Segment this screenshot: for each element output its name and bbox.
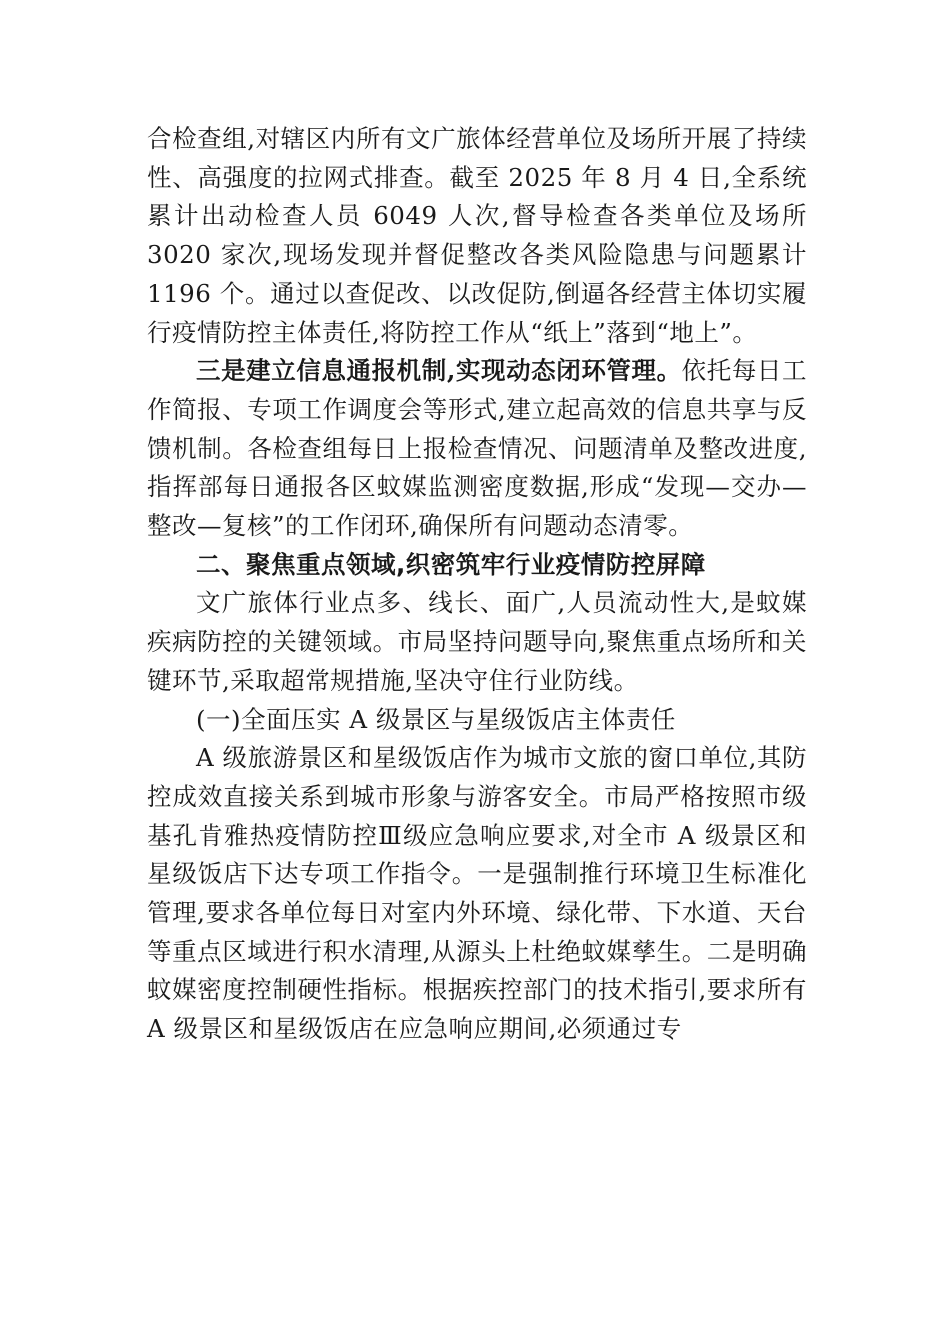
paragraph-lead-bold: 三是建立信息通报机制,实现动态闭环管理。	[196, 356, 682, 386]
paragraph-inspection-stats: 合检查组,对辖区内所有文广旅体经营单位及场所开展了持续性、高强度的拉网式排查。截至 2025 年 8 月 4 日,全系统累计出动检查人员 6049 人次,督导检查各类单位及场所 3020 家次,现场发现并督促整改各类风险隐患与问题累计 1196 个。通过以查促改、以改促防,倒逼各经营主体切实履行疫情防控主体责任,将防控工作从“纸上”落到“地上”。	[147, 124, 807, 347]
subsection-heading-1: (一)全面压实 A 级景区与星级饭店主体责任	[196, 704, 676, 734]
paragraph-key-areas: 文广旅体行业点多、线长、面广,人员流动性大,是蚊媒疾病防控的关键领域。市局坚持问题导向,聚焦重点场所和关键环节,采取超常规措施,坚决守住行业防线。	[147, 588, 807, 695]
document-body	[147, 120, 807, 1049]
paragraph-info-mechanism	[147, 352, 807, 546]
paragraph-scenic-hotels: A 级旅游景区和星级饭店作为城市文旅的窗口单位,其防控成效直接关系到城市形象与游客安全。市局严格按照市级基孔肯雅热疫情防控Ⅲ级应急响应要求,对全市 A 级景区和星级饭店下达专项工作指令。一是强制推行环境卫生标准化管理,要求各单位每日对室内外环境、绿化带、下水道、天台等重点区域进行积水清理,从源头上杜绝蚊媒孳生。二是明确蚊媒密度控制硬性指标。根据疾控部门的技术指引,要求所有 A 级景区和星级饭店在应急响应期间,必须通过专	[147, 743, 807, 1044]
section-heading-2: 二、聚焦重点领域,织密筑牢行业疫情防控屏障	[196, 549, 706, 579]
paragraph-body-text: 依托每日工作简报、专项工作调度会等形式,建立起高效的信息共享与反馈机制。各检查组每日上报检查情况、问题清单及整改进度,指挥部每日通报各区蚊媒监测密度数据,形成“发现—交办—整改—复核”的工作闭环,确保所有问题动态清零。	[147, 356, 807, 541]
